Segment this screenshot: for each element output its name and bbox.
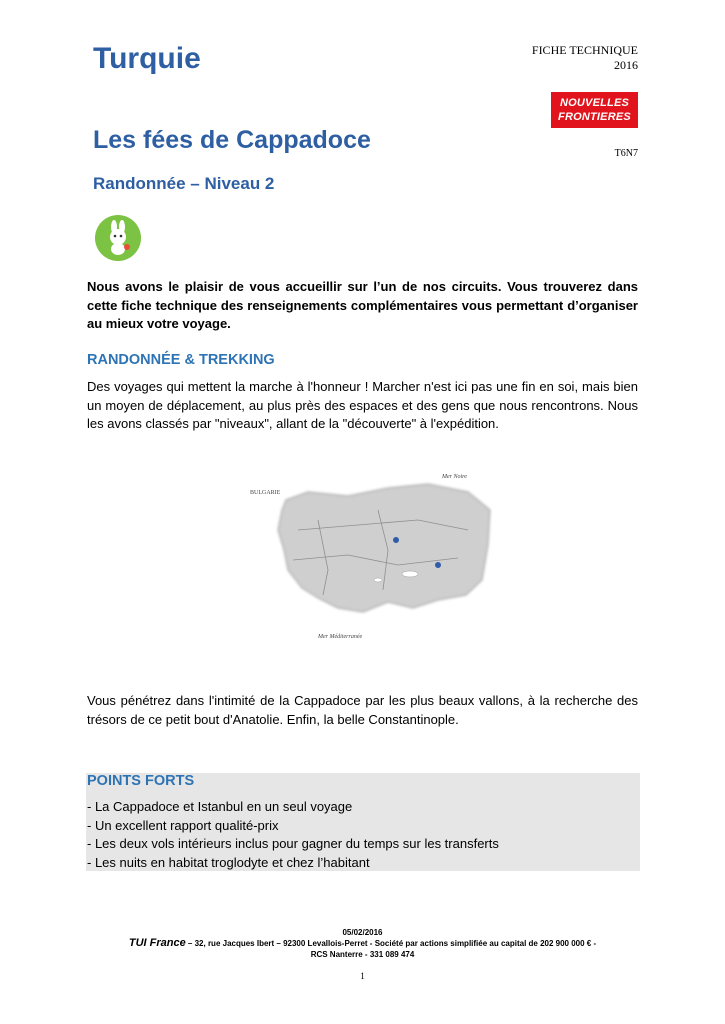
brand-logo (551, 92, 638, 128)
strength-item: - Les deux vols intérieurs inclus pour gagner du temps sur les transferts (87, 836, 499, 851)
cappadoce-marker (435, 562, 441, 568)
trip-description: Vous pénétrez dans l'intimité de la Cappadoce par les plus beaux vallons, à la recherche des trésors de ce petit bout d'Anatolie. Enfin, la belle Constantinople. (87, 693, 638, 727)
strengths-heading: POINTS FORTS (87, 773, 195, 789)
logo-line-1: NOUVELLES (559, 97, 630, 109)
fiche-year: 2016 (614, 58, 638, 72)
map-label-black-sea: Mer Noire (442, 474, 467, 480)
footer-date: 05/02/2016 (342, 928, 383, 937)
trekking-text: Des voyages qui mettent la marche à l'honneur ! Marcher n'est ici pas une fin en soi, mais bien un moyen de déplacement, au plus près des espaces et des gens que nous rencontrons. Nous les avons classés par "niveaux", allant de la "découverte" à l'expédition. (87, 379, 638, 431)
strength-item: - La Cappadoce et Istanbul en un seul voyage (87, 799, 353, 814)
map-label-med-sea: Mer Méditerranée (318, 634, 363, 640)
fiche-label (532, 43, 638, 73)
trip-name: Les fées de Cappadoce (93, 126, 371, 154)
map-label-bulgaria: BULGARIE (250, 490, 281, 496)
strength-item: - Un excellent rapport qualité-prix (87, 817, 279, 833)
footer-rcs: RCS Nanterre - 331 089 474 (310, 950, 415, 959)
footer-address: – 32, rue Jacques Ibert – 92300 Levallois-Perret - Société par actions simplifiée au capital de 202 900 000 € - (185, 939, 597, 948)
footer-company-line (0, 938, 725, 949)
page-number: 1 (360, 971, 365, 981)
turkey-map (238, 470, 494, 650)
fiche-line-1: FICHE TECHNIQUE (531, 43, 638, 57)
trip-level: Randonnée – Niveau 2 (93, 174, 275, 193)
istanbul-marker (393, 537, 399, 543)
strength-item: - Les nuits en habitat troglodyte et chez l’habitant (87, 854, 370, 870)
hiker-level-icon (95, 215, 141, 261)
footer-brand: TUI France (128, 937, 186, 949)
footer (0, 927, 725, 960)
logo-line-2: FRONTIERES (558, 111, 631, 123)
page-title: Turquie (93, 42, 201, 75)
trip-code: T6N7 (614, 148, 638, 159)
trekking-heading: RANDONNÉE & TREKKING (87, 352, 275, 368)
strengths-list (87, 798, 499, 872)
intro-text: Nous avons le plaisir de vous accueillir sur l’un de nos circuits. Vous trouverez dans cette fiche technique des renseignements complémentaires vous permettant d’organiser au mieux votre voyage. (87, 279, 638, 331)
